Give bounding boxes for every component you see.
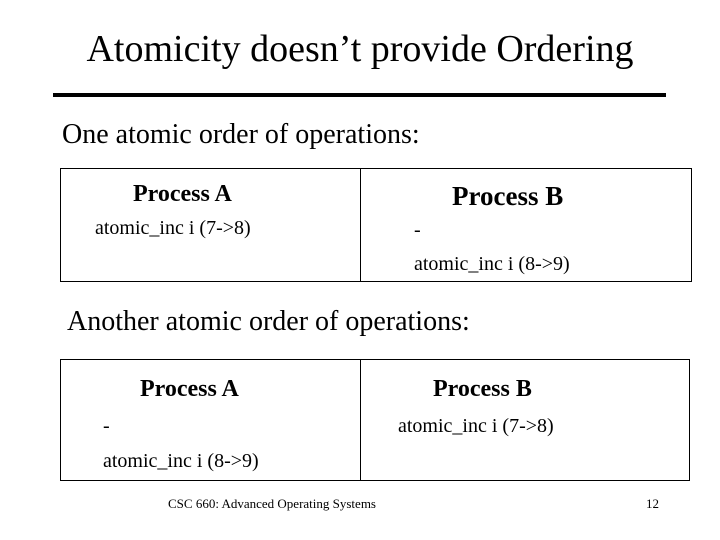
section2-process-a-op1: - (103, 415, 110, 437)
section1-process-a-label: Process A (133, 181, 232, 207)
section1-table (60, 168, 692, 282)
section2-process-a-label: Process A (140, 376, 239, 402)
section2-process-b-op1: atomic_inc i (7->8) (398, 415, 554, 437)
section1-process-b-op2: atomic_inc i (8->9) (414, 253, 570, 275)
section2-process-a-op2: atomic_inc i (8->9) (103, 450, 259, 472)
section1-process-a-op1: atomic_inc i (7->8) (95, 217, 251, 239)
section1-process-b-label: Process B (452, 181, 564, 211)
section2-process-b-label: Process B (433, 376, 532, 402)
column-divider (360, 169, 361, 281)
column-divider (360, 360, 361, 480)
section1-process-b-op1: - (414, 219, 421, 241)
section2-heading: Another atomic order of operations: (67, 306, 470, 337)
section2-table (60, 359, 690, 481)
slide-title: Atomicity doesn’t provide Ordering (86, 28, 634, 70)
footer-course: CSC 660: Advanced Operating Systems (168, 496, 376, 511)
title-underline (53, 93, 666, 97)
footer-page-number: 12 (646, 496, 659, 511)
section1-heading: One atomic order of operations: (62, 119, 420, 150)
